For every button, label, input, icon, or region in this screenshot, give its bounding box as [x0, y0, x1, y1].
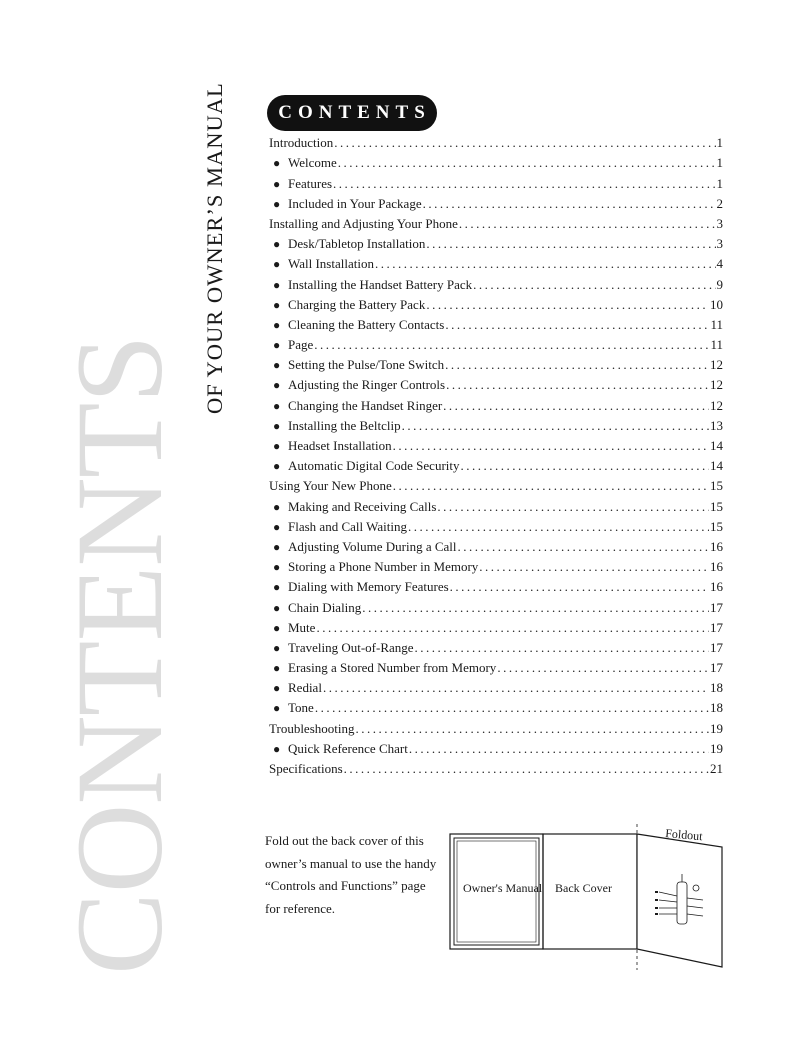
dot-leader — [497, 658, 709, 678]
dot-leader — [409, 739, 709, 759]
dot-leader — [408, 517, 709, 537]
toc-entry-page: 17 — [710, 619, 723, 635]
dot-leader — [323, 678, 709, 698]
toc-entry-page: 19 — [710, 720, 723, 736]
dot-leader — [459, 214, 716, 234]
toc-entry — [269, 517, 723, 537]
bullet-icon: ● — [273, 499, 281, 514]
dot-leader — [315, 698, 709, 718]
toc-entry — [269, 658, 723, 678]
toc-entry-label: Included in Your Package — [288, 195, 422, 211]
toc-entry-label: Page — [288, 337, 314, 353]
toc-entry-label: Dialing with Memory Features — [288, 579, 449, 595]
toc-entry-page: 1 — [716, 155, 723, 171]
dot-leader — [338, 153, 716, 173]
toc-entry — [269, 234, 723, 254]
toc-entry-label: Adjusting Volume During a Call — [288, 538, 457, 554]
toc-entry — [269, 254, 723, 274]
toc-entry-label: Mute — [288, 619, 316, 635]
toc-entry-label: Automatic Digital Code Security — [288, 458, 460, 474]
toc-entry-label: Charging the Battery Pack — [288, 296, 426, 312]
toc-entry-label: Cleaning the Battery Contacts — [288, 316, 445, 332]
bullet-icon: ● — [273, 358, 281, 373]
bullet-icon: ● — [273, 398, 281, 413]
dot-leader — [450, 577, 709, 597]
toc-entry-page: 9 — [716, 276, 723, 292]
foldout-diagram — [445, 822, 730, 972]
toc-entry — [269, 416, 723, 436]
dot-leader — [316, 618, 709, 638]
toc-entry-label: Specifications — [269, 761, 343, 776]
toc-entry-page: 18 — [710, 680, 723, 696]
toc-entry — [269, 395, 723, 415]
dot-leader — [362, 598, 709, 618]
toc-entry — [269, 638, 723, 658]
toc-entry-label: Installing the Beltclip — [288, 417, 401, 433]
toc-entry-page: 11 — [710, 316, 723, 332]
bullet-icon: ● — [273, 338, 281, 353]
bullet-icon: ● — [273, 297, 281, 312]
toc-entry-page: 12 — [710, 397, 723, 413]
toc-entry — [269, 436, 723, 456]
bullet-icon: ● — [273, 418, 281, 433]
dot-leader — [415, 638, 709, 658]
toc-entry-page: 3 — [716, 215, 723, 231]
toc-entry — [269, 153, 723, 173]
dot-leader — [344, 759, 709, 779]
toc-entry — [269, 375, 723, 395]
dot-leader — [426, 295, 709, 315]
foldout-note-line: Fold out the back cover of this — [265, 833, 424, 848]
toc-entry-label: Changing the Handset Ringer — [288, 397, 443, 413]
bullet-icon: ● — [273, 741, 281, 756]
dot-leader — [458, 537, 709, 557]
foldout-note — [265, 830, 450, 920]
toc-entry-page: 16 — [710, 538, 723, 554]
toc-entry-page: 12 — [710, 377, 723, 393]
toc-entry-page: 4 — [716, 256, 723, 272]
dot-leader — [461, 456, 710, 476]
foldout-note-line: “Controls and Functions” page — [265, 878, 426, 893]
toc-entry — [269, 456, 723, 476]
toc-entry — [269, 476, 723, 496]
toc-entry-page: 15 — [710, 498, 723, 514]
bullet-icon: ● — [273, 378, 281, 393]
bullet-icon: ● — [273, 439, 281, 453]
toc-entry-page: 15 — [710, 478, 723, 494]
toc-entry — [269, 577, 723, 597]
bullet-icon: ● — [273, 277, 281, 292]
bullet-icon: ● — [273, 317, 281, 332]
toc-entry-label: Chain Dialing — [288, 599, 362, 615]
toc-entry-page: 13 — [710, 417, 723, 433]
bullet-icon: ● — [273, 600, 281, 615]
bullet-icon: ● — [273, 681, 281, 696]
toc-entry-label: Installing the Handset Battery Pack — [288, 276, 473, 292]
foldout-flap — [637, 834, 722, 967]
contents-badge: CONTENTS — [267, 95, 437, 131]
toc-entry — [269, 759, 723, 779]
toc-entry-page: 15 — [710, 518, 723, 534]
toc-entry — [269, 698, 723, 718]
toc-entry-page: 21 — [710, 761, 723, 776]
toc-entry — [269, 496, 723, 516]
toc-entry-label: Welcome — [288, 155, 337, 171]
toc-entry — [269, 557, 723, 577]
toc-entry-label: Erasing a Stored Number from Memory — [288, 660, 497, 676]
toc-entry — [269, 315, 723, 335]
dot-leader — [473, 275, 715, 295]
toc-entry-label: Desk/Tabletop Installation — [288, 236, 426, 252]
toc-entry-label: Traveling Out-of-Range — [288, 639, 414, 655]
toc-entry-page: 17 — [710, 639, 723, 655]
toc-entry-label: Installing and Adjusting Your Phone — [269, 215, 458, 231]
toc-entry-label: Tone — [288, 700, 314, 716]
toc-entry-label: Storing a Phone Number in Memory — [288, 559, 479, 575]
dot-leader — [375, 254, 716, 274]
toc-entry-label: Setting the Pulse/Tone Switch — [288, 357, 445, 373]
bullet-icon: ● — [273, 519, 281, 534]
dot-leader — [426, 234, 715, 254]
bullet-icon: ● — [273, 560, 281, 575]
toc-entry-label: Features — [288, 175, 333, 191]
dot-leader — [445, 315, 709, 335]
toc-entry-label: Wall Installation — [288, 256, 374, 272]
bullet-icon: ● — [273, 196, 281, 211]
foldout-note-line: for reference. — [265, 900, 335, 916]
dot-leader — [443, 396, 709, 416]
bullet-icon: ● — [273, 580, 281, 595]
toc-entry-page: 3 — [716, 236, 723, 252]
toc-entry-label: Headset Installation — [288, 438, 392, 453]
toc-entry — [269, 537, 723, 557]
bullet-icon: ● — [273, 701, 281, 716]
dot-leader — [333, 174, 715, 194]
toc-entry-page: 2 — [716, 195, 723, 211]
dot-leader — [437, 497, 709, 517]
table-of-contents — [269, 133, 723, 779]
dot-leader — [314, 335, 709, 355]
toc-entry — [269, 618, 723, 638]
bullet-icon: ● — [273, 156, 281, 171]
vertical-title: OF YOUR OWNER’S MANUAL — [202, 82, 227, 414]
toc-entry-page: 14 — [710, 438, 723, 453]
toc-entry-page: 10 — [710, 296, 723, 312]
toc-entry — [269, 335, 723, 355]
dot-leader — [423, 194, 716, 214]
toc-entry — [269, 133, 723, 153]
toc-entry-page: 17 — [710, 599, 723, 615]
bullet-icon: ● — [273, 176, 281, 191]
owners-manual-label: Owner's Manual — [463, 881, 543, 895]
contents-watermark: CONTENTS — [51, 335, 188, 975]
toc-entry — [269, 295, 723, 315]
bullet-icon: ● — [273, 640, 281, 655]
toc-entry-page: 19 — [710, 740, 723, 756]
toc-entry-page: 17 — [710, 660, 723, 676]
toc-entry-label: Quick Reference Chart — [288, 740, 408, 756]
dot-leader — [402, 416, 709, 436]
dot-leader — [393, 476, 709, 496]
toc-entry-page: 1 — [716, 135, 723, 151]
toc-entry-page: 16 — [710, 559, 723, 575]
toc-entry — [269, 597, 723, 617]
toc-entry — [269, 214, 723, 234]
toc-entry — [269, 739, 723, 759]
toc-entry — [269, 173, 723, 193]
bullet-icon: ● — [273, 620, 281, 635]
foldout-note-line: owner’s manual to use the handy — [265, 855, 437, 871]
dot-leader — [446, 375, 709, 395]
toc-entry-page: 14 — [710, 458, 723, 474]
bullet-icon: ● — [273, 257, 281, 272]
bullet-icon: ● — [273, 459, 281, 474]
toc-entry-label: Making and Receiving Calls — [288, 498, 437, 514]
toc-entry-label: Redial — [288, 680, 322, 696]
dot-leader — [355, 719, 709, 739]
toc-entry — [269, 678, 723, 698]
toc-entry-label: Troubleshooting — [269, 720, 355, 736]
dot-leader — [334, 133, 715, 153]
bullet-icon: ● — [273, 661, 281, 676]
dot-leader — [393, 436, 709, 456]
bullet-icon: ● — [273, 539, 281, 554]
toc-entry — [269, 355, 723, 375]
toc-entry-label: Adjusting the Ringer Controls — [288, 377, 446, 393]
toc-entry-page: 12 — [710, 357, 723, 373]
toc-entry-page: 11 — [710, 337, 723, 353]
toc-entry-label: Flash and Call Waiting — [288, 518, 407, 534]
foldout-label: Foldout — [664, 826, 704, 844]
dot-leader — [479, 557, 709, 577]
toc-entry-label: Introduction — [269, 135, 334, 151]
toc-entry-page: 18 — [710, 700, 723, 716]
dot-leader — [445, 355, 709, 375]
toc-entry-page: 16 — [710, 579, 723, 595]
toc-entry — [269, 718, 723, 738]
toc-entry — [269, 194, 723, 214]
back-cover-label: Back Cover — [555, 881, 612, 895]
toc-entry-label: Using Your New Phone — [269, 478, 392, 494]
bullet-icon: ● — [273, 237, 281, 252]
toc-entry — [269, 274, 723, 294]
toc-entry-page: 1 — [716, 175, 723, 191]
